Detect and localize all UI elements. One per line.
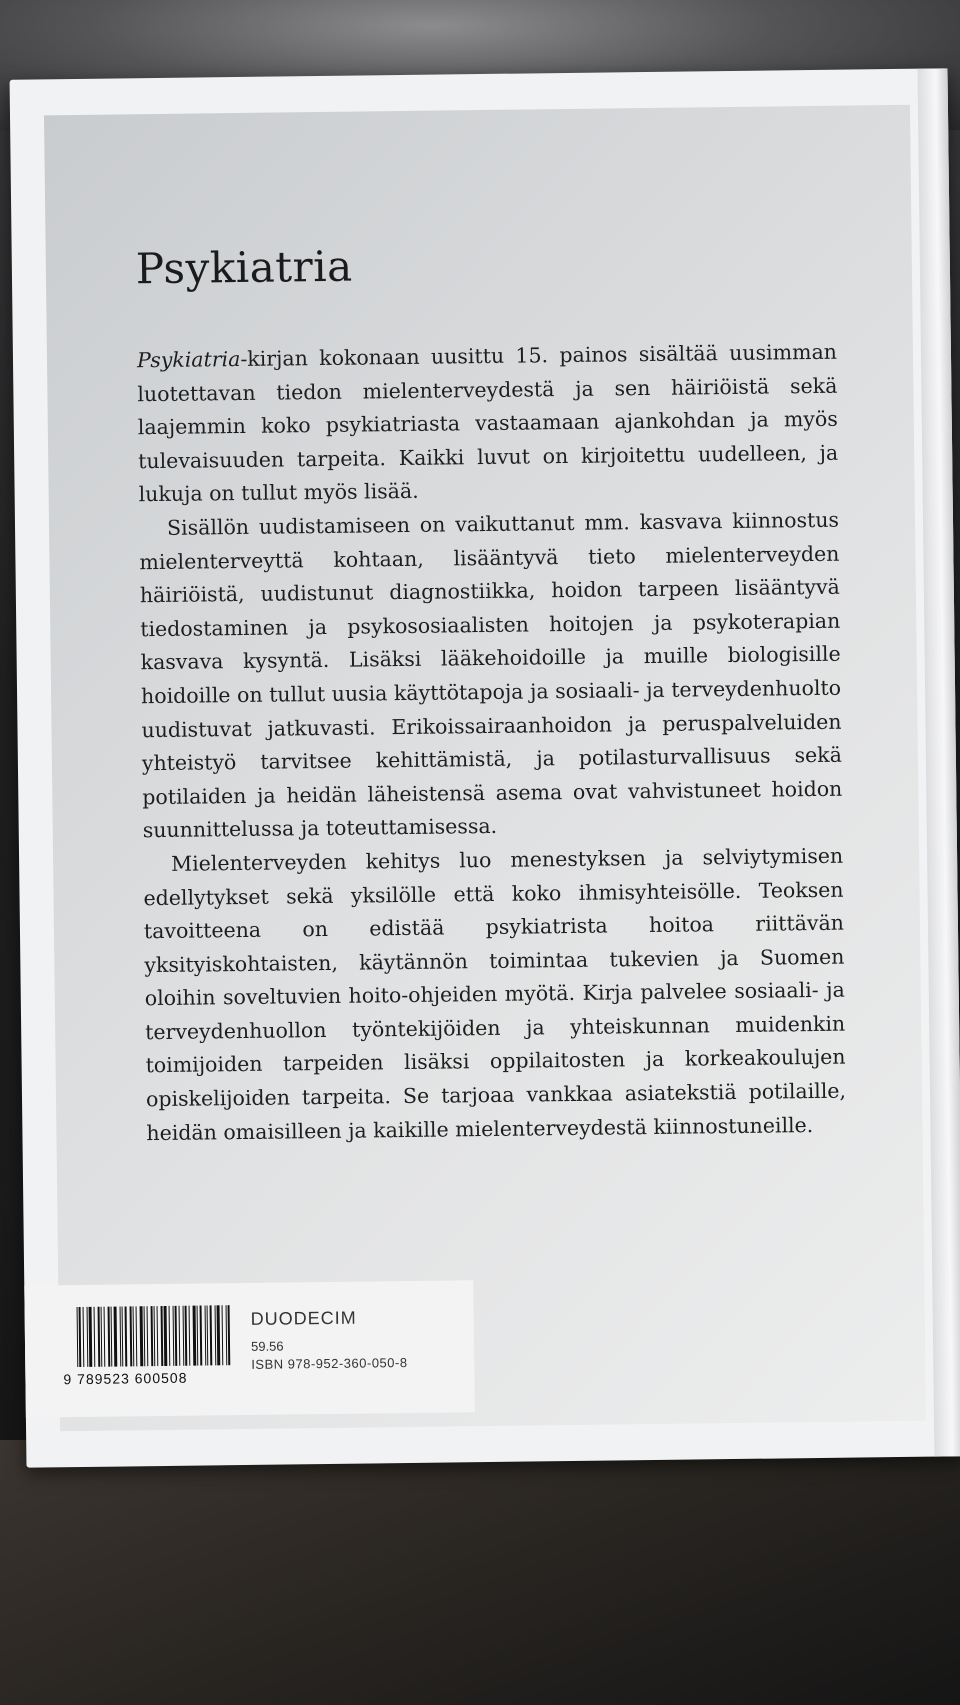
- barcode-bar: [89, 1307, 93, 1367]
- blurb: [137, 336, 847, 1151]
- barcode-bar: [114, 1307, 118, 1367]
- barcode-bar: [185, 1306, 188, 1366]
- barcode-bar: [228, 1305, 231, 1365]
- barcode-bar: [217, 1305, 221, 1365]
- blurb-paragraph-3: Mielenterveyden kehitys luo menestyksen ja selviytymisen edellytykset sekä yksilölle että koko ihmisyhteisölle. Teoksen tavoitteena on edistää psykiatrista hoitoa riittävän yksityiskohtaisten, käytännön toimintaa tukevien ja Suomen oloihin soveltuvien hoito-ohjeiden myötä. Kirja palvelee sosiaali- ja terveydenhuollon työntekijöiden ja yhteiskunnan muidenkin toimijoiden tarpeiden lisäksi oppilaitosten ja korkeakoulujen opiskelijoiden tarpeita. Se tarjoaa vankkaa asiatekstiä potilaille, heidän omaisilleen ja kaikille mielenterveydestä kiinnostuneille.: [143, 843, 847, 1145]
- barcode-bar: [207, 1305, 209, 1365]
- book-back-cover: [10, 68, 960, 1467]
- barcode-digits: 9 789523 600508: [63, 1369, 188, 1388]
- barcode-bar: [111, 1307, 113, 1367]
- isbn: ISBN 978-952-360-050-8: [251, 1355, 408, 1372]
- cover-panel: [44, 105, 926, 1431]
- barcode-bar: [200, 1306, 203, 1366]
- barcode-bar: [175, 1306, 178, 1366]
- barcode-bar: [144, 1306, 146, 1366]
- blurb-paragraph-2: Sisällön uudistamiseen on vaikuttanut mm. kasvava kiinnostus mielenterveyttä kohtaan, lisääntyvä tieto mielenterveyden häiriöistä, uudistunut diagnostiikka, hoidon tarpeen lisääntyvä tiedostaminen ja psykososiaalisten hoitojen ja psykoterapian kasvava kysyntä. Lisäksi lääkehoidoille ja muille biologisille hoidoille on tullut uusia käyttötapoja ja sosiaali- ja terveydenhuolto uudistuvat jatkuvasti. Erikoissairaanhoidon ja peruspalveluiden yhteistyö tarvitsee kehittämistä, ja potilasturvallisuus sekä potilaiden ja heidän läheistensä asema ovat vahvistuneet hoidon suunnittelussa ja toteuttamisessa.: [139, 507, 843, 843]
- book-title: Psykiatria: [135, 241, 353, 294]
- barcode-bar: [122, 1306, 124, 1366]
- barcode-bar: [189, 1306, 191, 1366]
- barcode-bar: [136, 1306, 138, 1366]
- barcode-bar: [154, 1306, 156, 1366]
- barcode-bar: [83, 1307, 85, 1367]
- barcode-bar: [94, 1307, 96, 1367]
- barcode-bar: [133, 1306, 135, 1366]
- background-lap: [0, 1440, 960, 1705]
- intro-text: -kirjan kokonaan uusittu 15. painos sisältää uusimman luotettavan tiedon mielenterveydestä ja sen häiriöistä sekä laajemmin koko psykiatriasta vastaamaan ajankohdan ja myös tulevaisuuden tarpeita. Kaikki luvut on kirjoitettu uudelleen, ja lukuja on tullut myös lisää.: [137, 339, 839, 507]
- classification-code: 59.56: [250, 1338, 284, 1354]
- publisher-name: DUODECIM: [250, 1307, 357, 1329]
- barcode-bar: [164, 1306, 168, 1366]
- blurb-paragraph-1: [137, 336, 839, 513]
- barcode-bar: [197, 1306, 199, 1366]
- barcode-bar: [210, 1305, 213, 1365]
- barcode-bar: [79, 1307, 82, 1367]
- barcode-bar: [179, 1306, 181, 1366]
- barcode-bar: [169, 1306, 171, 1366]
- barcode-bar: [147, 1306, 149, 1366]
- barcode-bar: [101, 1307, 103, 1367]
- barcode-bar: [222, 1305, 224, 1365]
- barcode-bar: [157, 1306, 159, 1366]
- barcode-bar: [125, 1306, 128, 1366]
- barcode: [77, 1305, 238, 1367]
- barcode-bar: [104, 1307, 106, 1367]
- intro-title-italic: Psykiatria: [136, 346, 241, 373]
